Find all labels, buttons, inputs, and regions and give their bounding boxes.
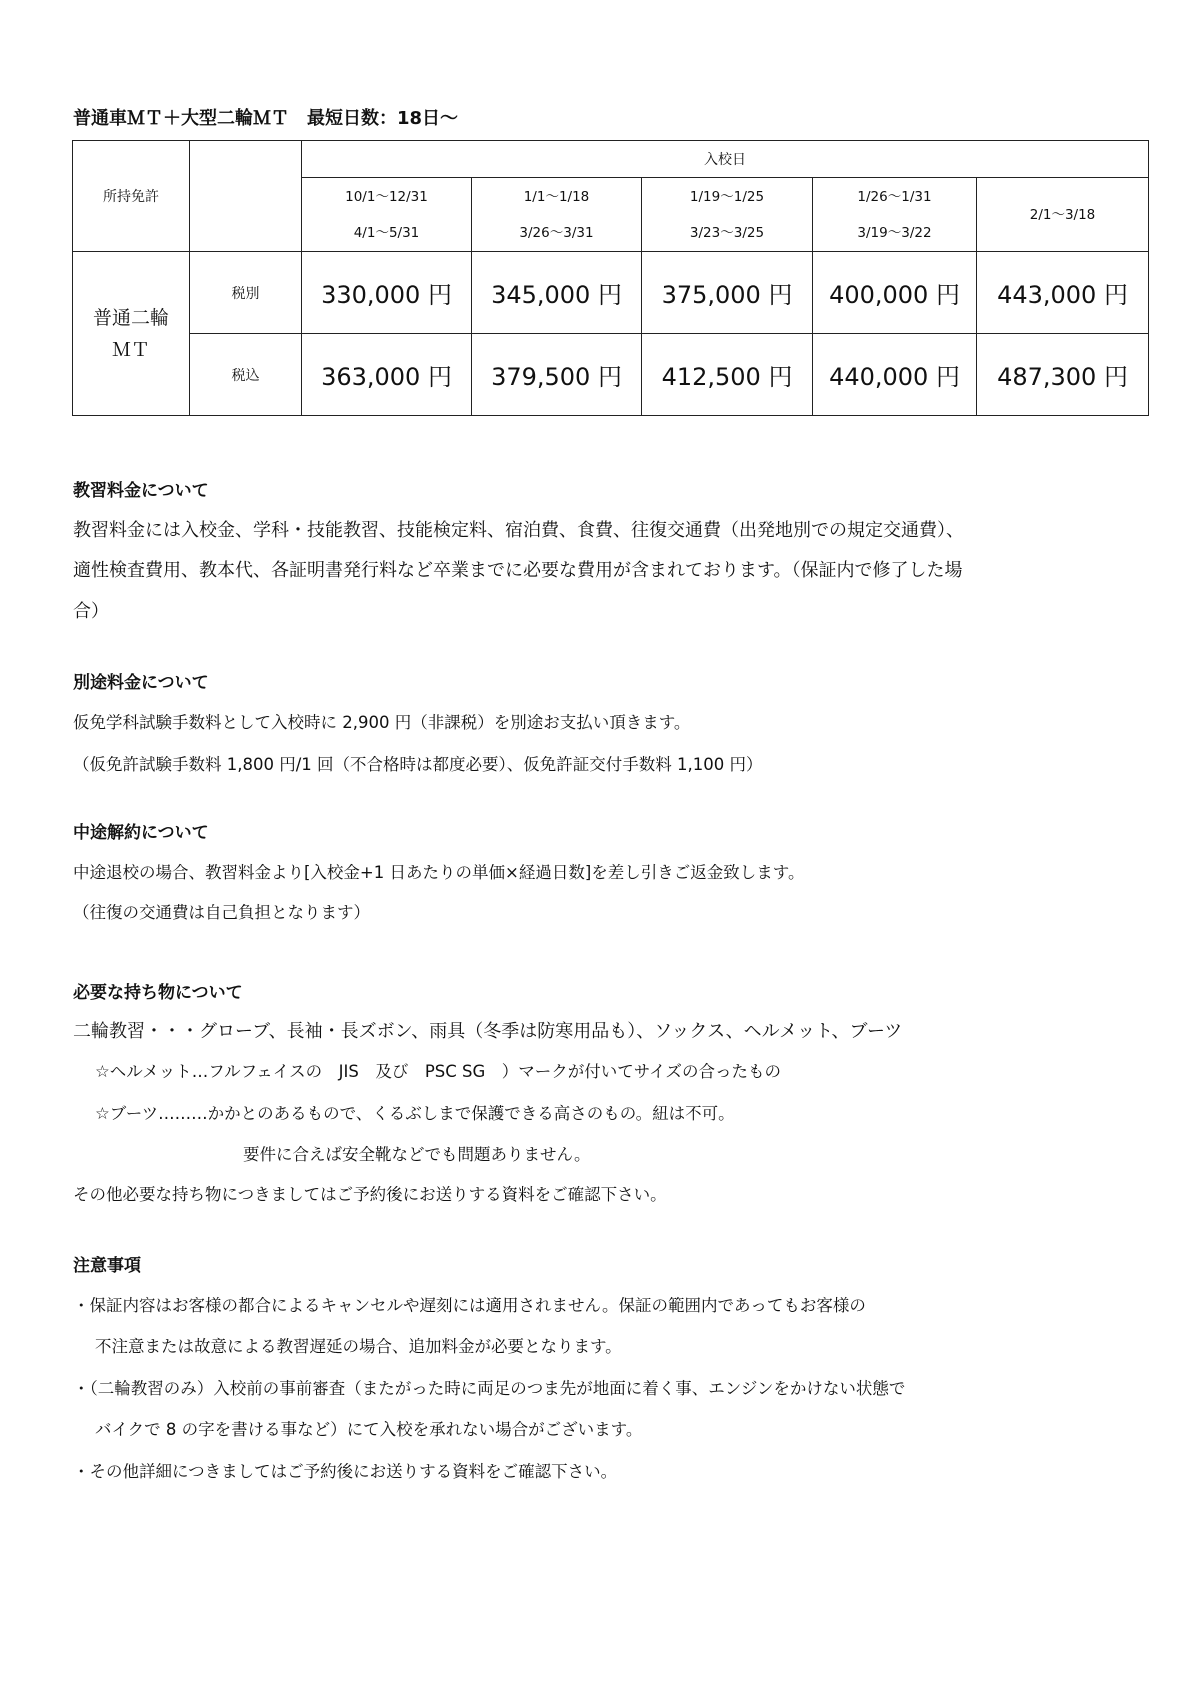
fee-table bbox=[72, 140, 1149, 416]
notes-heading: 注意事項 bbox=[73, 1256, 141, 1276]
fees-line-1: 教習料金には入校金、学科・技能教習、技能検定料、宿泊費、食費、往復交通費（出発地別での規定交通費）、 bbox=[73, 520, 964, 541]
price-cell: 375,000 円 bbox=[642, 252, 813, 334]
items-line-1: 二輪教習・・・グローブ、長袖・長ズボン、雨具（冬季は防寒用品も）、ソックス、ヘルメット、ブーツ bbox=[73, 1021, 903, 1042]
fees-line-2: 適性検査費用、教本代、各証明書発行料など卒業までに必要な費用が含まれております。（保証内で修了した場 bbox=[73, 560, 963, 581]
license-cell: 普通二輪 ＭＴ bbox=[73, 252, 190, 416]
items-line-helmet: ☆ヘルメット…フルフェイスの JIS 及び PSC SG ）マークが付いてサイズの合ったもの bbox=[95, 1062, 781, 1081]
notes-line-5: ・その他詳細につきましてはご予約後にお送りする資料をご確認下さい。 bbox=[73, 1462, 618, 1481]
items-heading: 必要な持ち物について bbox=[73, 983, 243, 1003]
row-label-tax-included: 税込 bbox=[190, 334, 302, 416]
notes-line-4: バイクで 8 の字を書ける事など）にて入校を承れない場合がございます。 bbox=[95, 1420, 643, 1439]
cancel-line-1: 中途退校の場合、教習料金より[入校金+1 日あたりの単価×経過日数]を差し引きご返金致します。 bbox=[73, 863, 805, 882]
price-cell: 440,000 円 bbox=[813, 334, 977, 416]
period-1: 10/1～12/31 4/1～5/31 bbox=[302, 178, 472, 252]
period-2: 1/1～1/18 3/26～3/31 bbox=[472, 178, 642, 252]
fees-section bbox=[73, 476, 209, 501]
items-line-other: その他必要な持ち物につきましてはご予約後にお送りする資料をご確認下さい。 bbox=[73, 1185, 667, 1204]
items-line-boots-note: 要件に合えば安全靴などでも問題ありません。 bbox=[243, 1145, 591, 1164]
fees-line-3: 合） bbox=[73, 601, 109, 622]
extra-heading: 別途料金について bbox=[73, 673, 209, 693]
cancel-line-2: （往復の交通費は自己負担となります） bbox=[73, 903, 370, 922]
page-title: 普通車ＭＴ＋大型二輪ＭＴ 最短日数：18日～ bbox=[73, 108, 459, 129]
fees-heading: 教習料金について bbox=[73, 481, 209, 501]
price-cell: 363,000 円 bbox=[302, 334, 472, 416]
row-label-tax-excluded: 税別 bbox=[190, 252, 302, 334]
period-4: 1/26～1/31 3/19～3/22 bbox=[813, 178, 977, 252]
price-cell: 443,000 円 bbox=[977, 252, 1149, 334]
price-cell: 400,000 円 bbox=[813, 252, 977, 334]
items-line-boots: ☆ブーツ………かかとのあるもので、くるぶしまで保護できる高さのもの。紐は不可。 bbox=[95, 1104, 735, 1123]
price-cell: 330,000 円 bbox=[302, 252, 472, 334]
notes-line-1: ・保証内容はお客様の都合によるキャンセルや遅刻には適用されません。保証の範囲内であってもお客様の bbox=[73, 1296, 866, 1315]
notes-line-3: ・（二輪教習のみ）入校前の事前審査（またがった時に両足のつま先が地面に着く事、エンジンをかけない状態で bbox=[73, 1379, 906, 1398]
price-cell: 379,500 円 bbox=[472, 334, 642, 416]
admission-header: 入校日 bbox=[302, 141, 1149, 178]
period-5: 2/1～3/18 bbox=[977, 178, 1149, 252]
cancel-heading: 中途解約について bbox=[73, 823, 209, 843]
price-cell: 412,500 円 bbox=[642, 334, 813, 416]
notes-line-2: 不注意または故意による教習遅延の場合、追加料金が必要となります。 bbox=[95, 1337, 622, 1356]
extra-line-2: （仮免許試験手数料 1,800 円/1 回（不合格時は都度必要）、仮免許証交付手数料 1,100 円） bbox=[73, 755, 763, 774]
extra-line-1: 仮免学科試験手数料として入校時に 2,900 円（非課税）を別途お支払い頂きます。 bbox=[73, 713, 691, 732]
price-cell: 487,300 円 bbox=[977, 334, 1149, 416]
period-3: 1/19～1/25 3/23～3/25 bbox=[642, 178, 813, 252]
license-header: 所持免許 bbox=[73, 141, 190, 252]
price-cell: 345,000 円 bbox=[472, 252, 642, 334]
blank-header bbox=[190, 141, 302, 252]
